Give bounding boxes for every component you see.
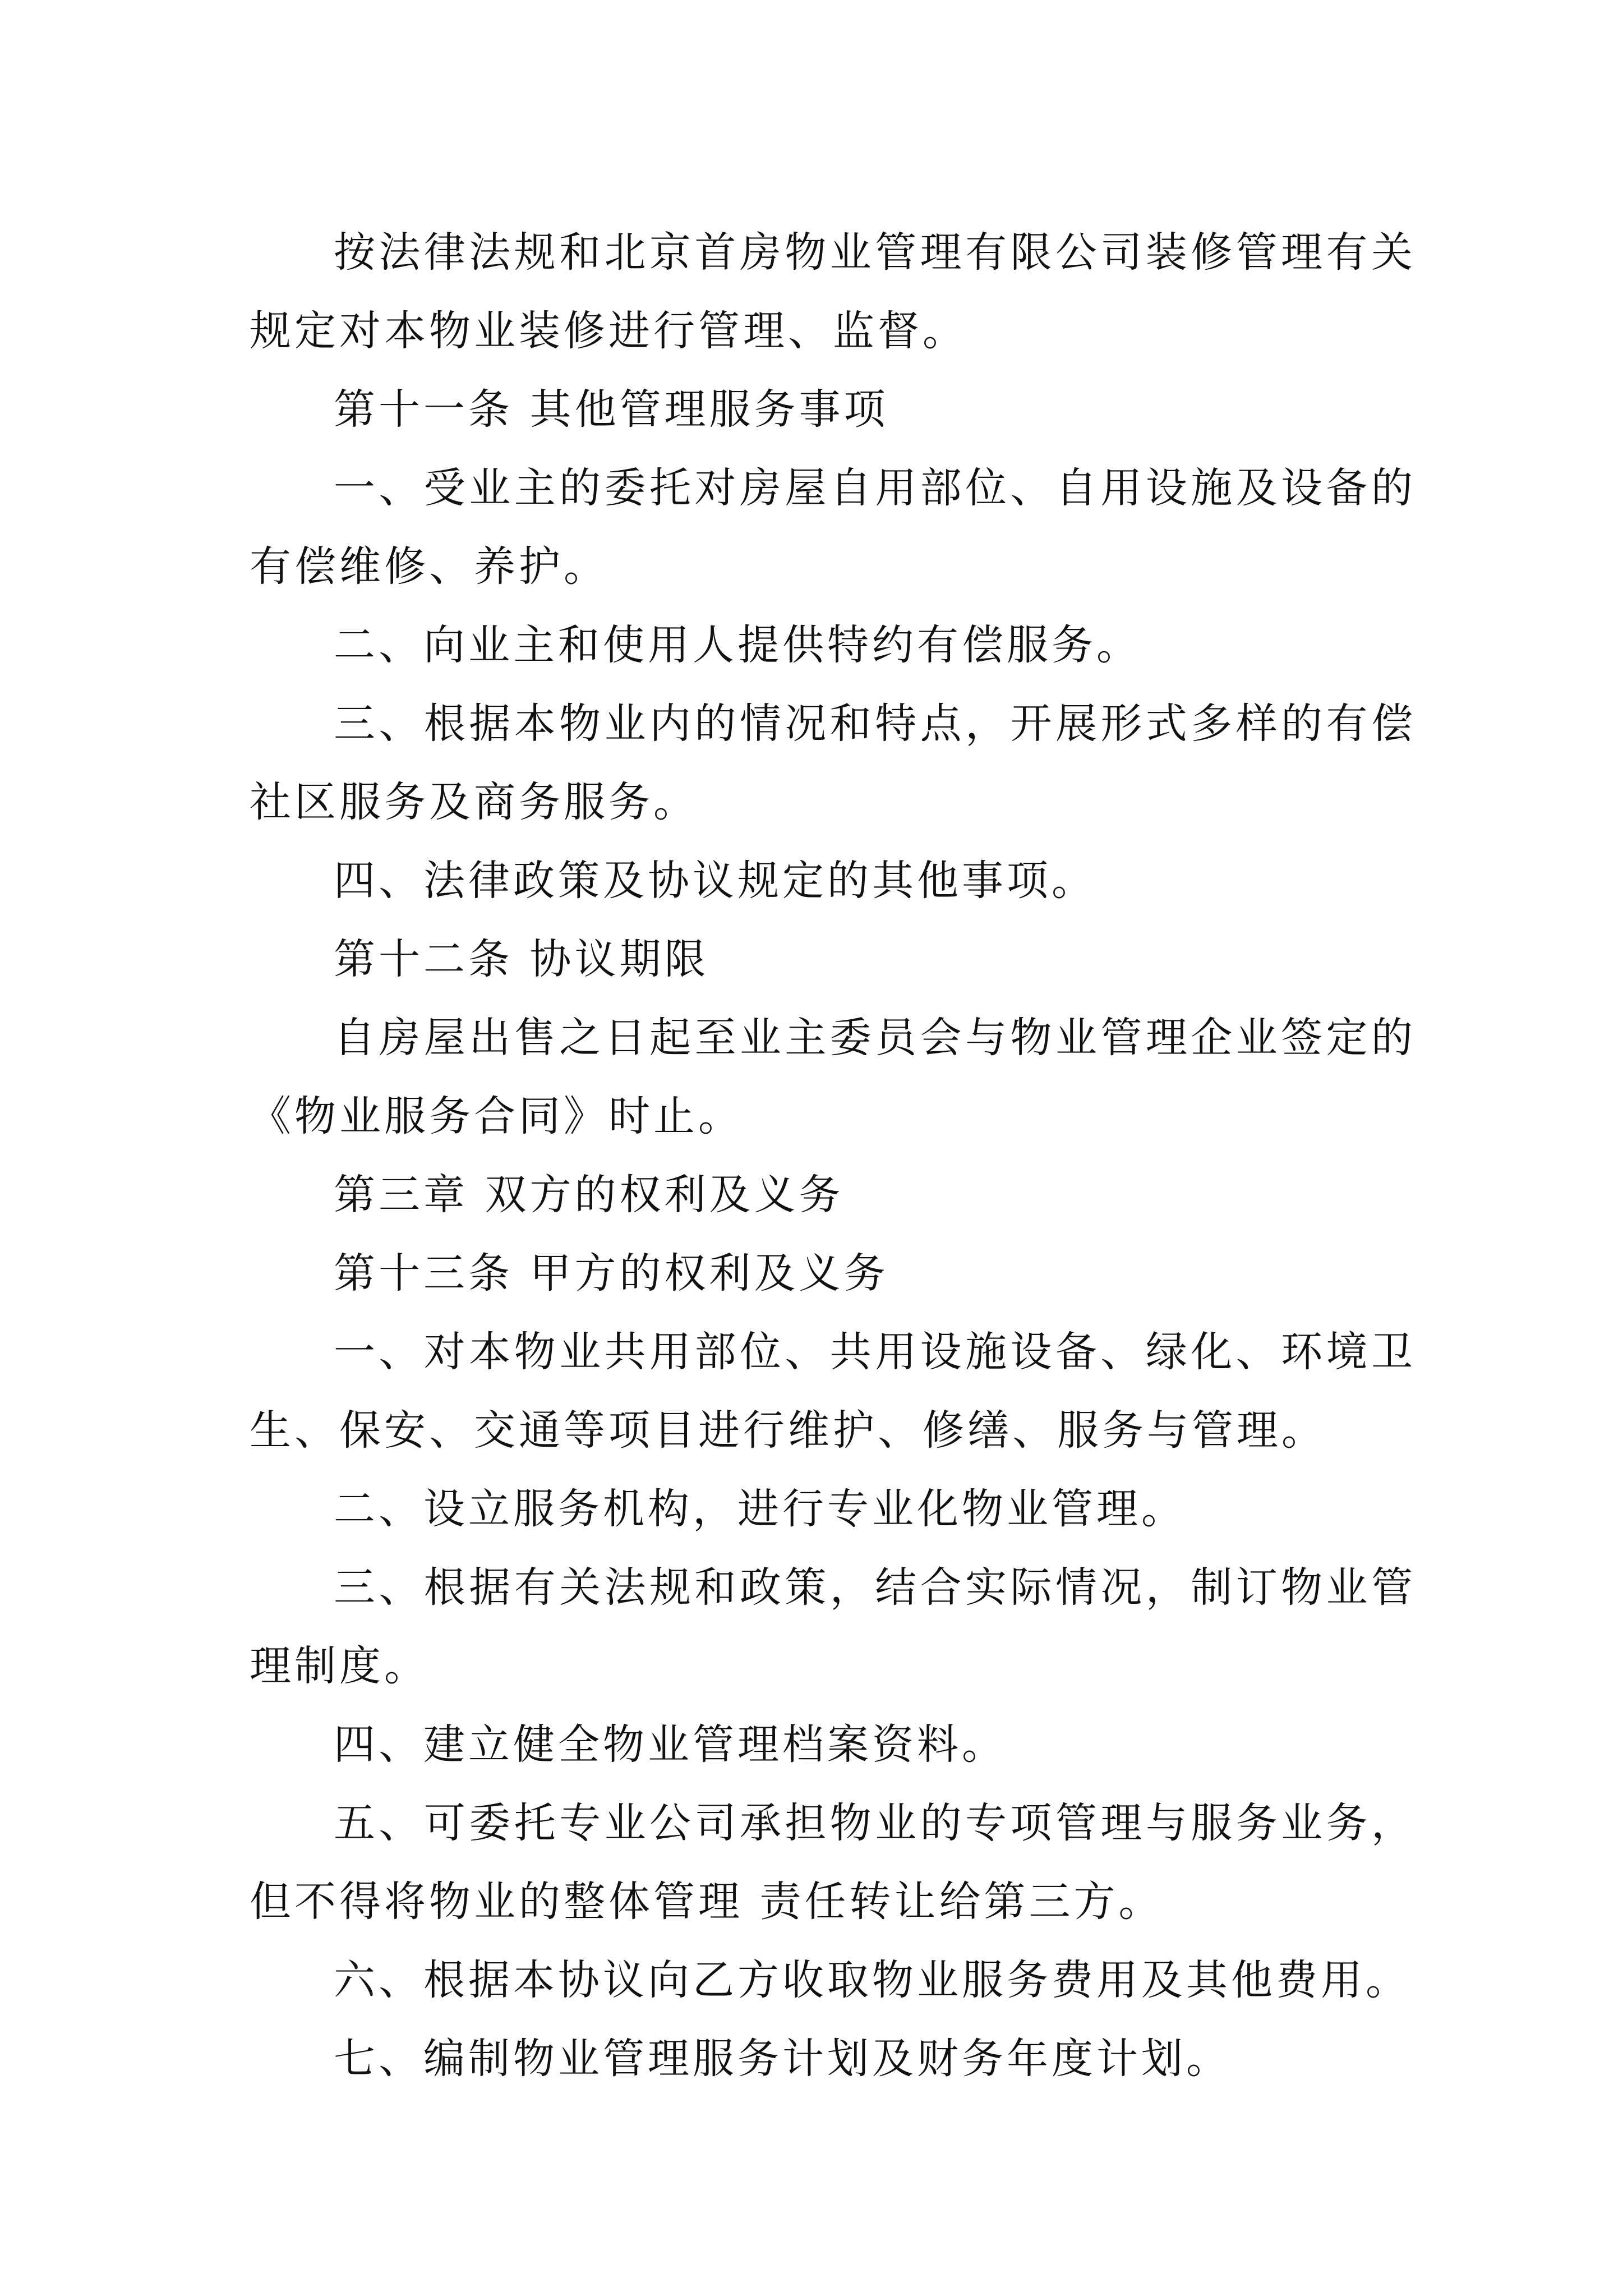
paragraph: 四、建立健全物业管理档案资料。 (334, 1720, 1007, 1769)
paragraph: 二、向业主和使用人提供特约有偿服务。 (334, 621, 1141, 669)
article-heading: 第十三条 甲方的权利及义务 (334, 1249, 889, 1297)
paragraph: 一、对本物业共用部位、共用设施设备、绿化、环境卫生、保安、交通等项目进行维护、修缮、服务与管理。 (250, 1328, 1416, 1455)
paragraph: 三、根据有关法规和政策，结合实际情况，制订物业管理制度。 (250, 1563, 1416, 1690)
paragraph: 四、法律政策及协议规定的其他事项。 (334, 857, 1096, 905)
document-body (250, 213, 1416, 2098)
paragraph: 自房屋出售之日起至业主委员会与物业管理企业签定的《物业服务合同》时止。 (250, 1014, 1416, 1140)
article-heading: 第十二条 协议期限 (334, 935, 709, 983)
paragraph: 七、编制物业管理服务计划及财务年度计划。 (334, 2035, 1231, 2083)
paragraph: 三、根据本物业内的情况和特点，开展形式多样的有偿社区服务及商务服务。 (250, 700, 1416, 826)
paragraph: 五、可委托专业公司承担物业的专项管理与服务业务，但不得将物业的整体管理 责任转让给第三方。 (250, 1799, 1416, 1926)
paragraph: 二、设立服务机构，进行专业化物业管理。 (334, 1485, 1186, 1533)
paragraph: 六、根据本协议向乙方收取物业服务费用及其他费用。 (334, 1956, 1410, 2004)
article-heading: 第十一条 其他管理服务事项 (334, 385, 889, 434)
paragraph: 按法律法规和北京首房物业管理有限公司装修管理有关规定对本物业装修进行管理、监督。 (250, 228, 1416, 355)
chapter-heading: 第三章 双方的权利及义务 (334, 1171, 844, 1219)
paragraph: 一、受业主的委托对房屋自用部位、自用设施及设备的有偿维修、养护。 (250, 464, 1416, 591)
